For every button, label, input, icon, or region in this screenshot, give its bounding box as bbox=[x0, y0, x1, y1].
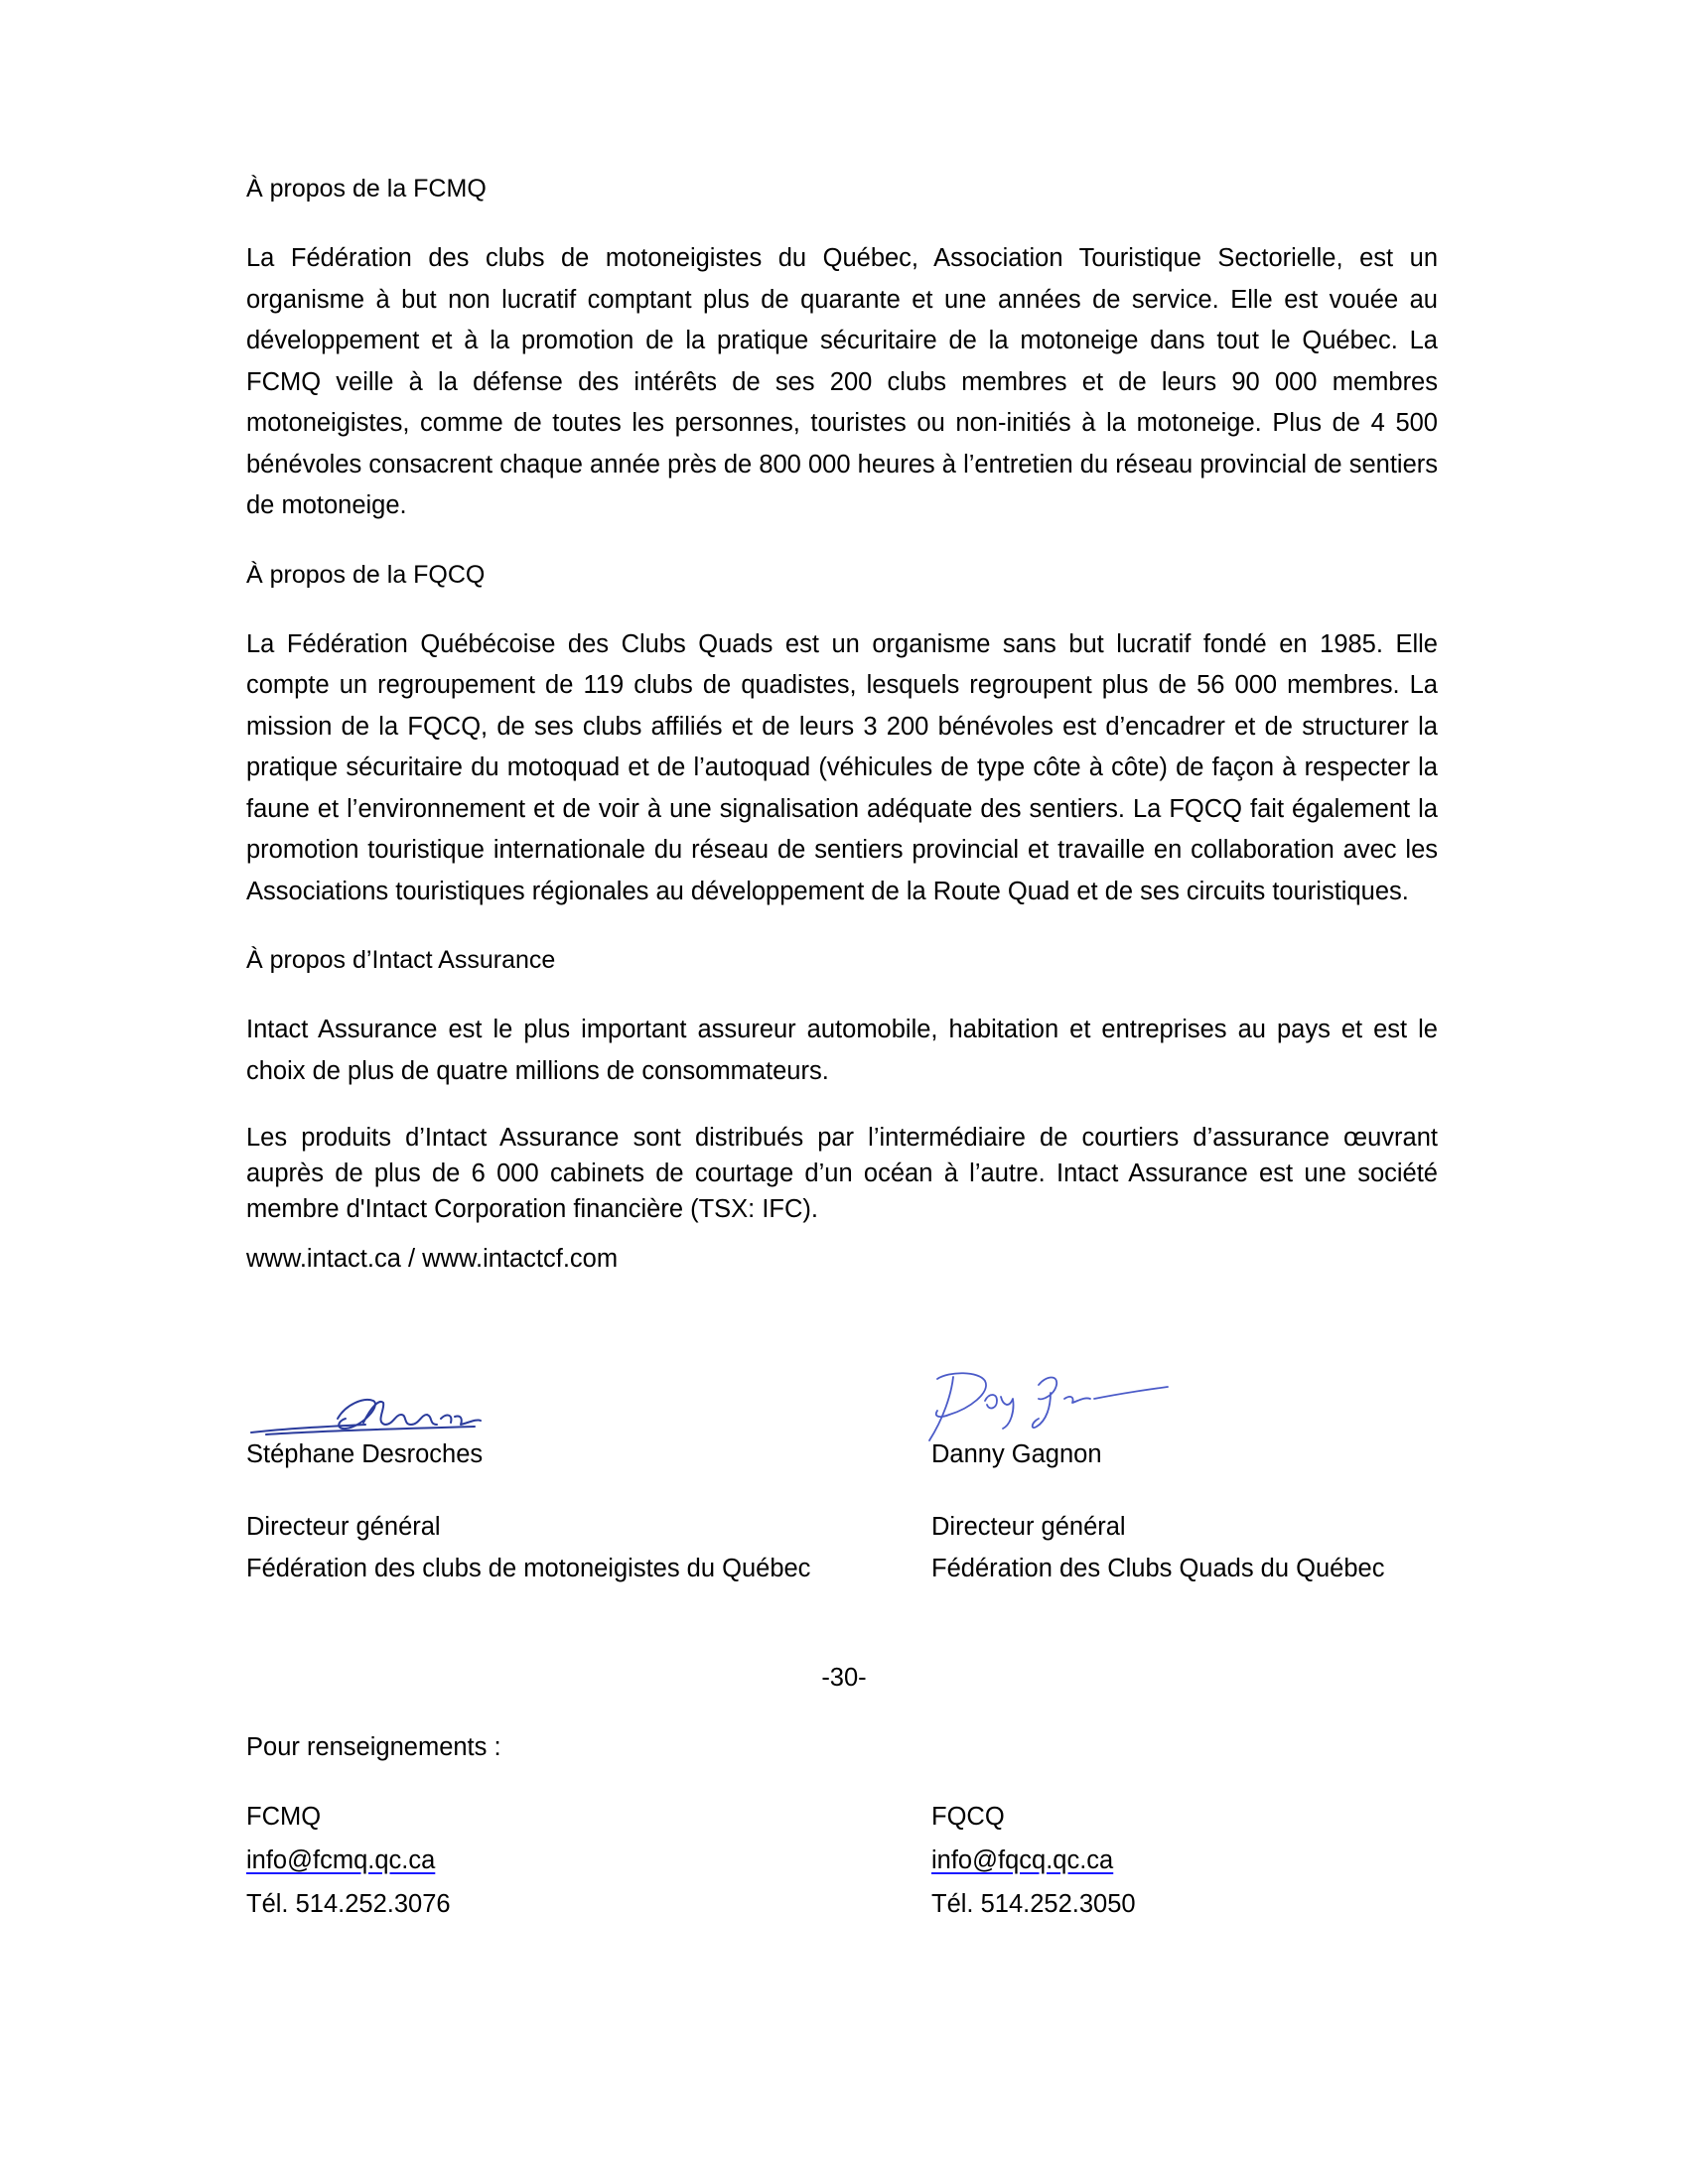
fqcq-paragraph: La Fédération Québécoise des Clubs Quads est un organisme sans but lucratif fondé en 1985. Elle compte un regroupement de 119 clubs de quadistes, lesquels regroupent plus de 56 000 membres. La mission de la FQCQ, de ses clubs affiliés et de leurs 3 200 bénévoles est d’encadrer et de structurer la pratique sécuritaire du motoquad et de l’autoquad (véhicules de type côte à côte) de façon à respecter la faune et l’environnement et de voir à une signalisation adéquate des sentiers. La FQCQ fait également la promotion touristique internationale du réseau de sentiers provincial et travaille en collaboration avec les Associations touristiques régionales au développement de la Route Quad et de ses circuits touristiques. bbox=[246, 629, 1438, 905]
contact-phone-left: Tél. 514.252.3076 bbox=[246, 1890, 451, 1918]
intact-urls: www.intact.ca / www.intactcf.com bbox=[246, 1245, 619, 1273]
contact-phone-right: Tél. 514.252.3050 bbox=[931, 1890, 1136, 1918]
handwritten-signature-gagnon bbox=[919, 1365, 1197, 1444]
intact-paragraph-1: Intact Assurance est le plus important assureur automobile, habitation et entreprises au pays et est le choix de plus de quatre millions de consommateurs. bbox=[246, 1016, 1438, 1085]
signatory-organization-left: Fédération des clubs de motoneigistes du Québec bbox=[246, 1555, 811, 1582]
signature-left bbox=[246, 1385, 811, 1603]
fqcq-email-link[interactable]: info@fqcq.qc.ca bbox=[931, 1846, 1114, 1874]
contact-label: Pour renseignements : bbox=[246, 1733, 501, 1761]
signatory-name-left: Stéphane Desroches bbox=[246, 1440, 484, 1468]
signature-block bbox=[246, 1385, 1438, 1603]
about-sections bbox=[246, 169, 1438, 1279]
signatory-organization-right: Fédération des Clubs Quads du Québec bbox=[931, 1555, 1385, 1582]
intact-paragraph-2: Les produits d’Intact Assurance sont distribués par l’intermédiaire de courtiers d’assurance œuvrant auprès de plus de 6 000 cabinets de courtage d’un océan à l’autre. Intact Assurance est une société membre d'Intact Corporation financière (TSX: IFC). bbox=[246, 1124, 1438, 1223]
signatory-name-right: Danny Gagnon bbox=[931, 1440, 1102, 1468]
end-marker: -30- bbox=[821, 1664, 867, 1692]
contact-fqcq bbox=[931, 1795, 1428, 1926]
contact-fcmq bbox=[246, 1795, 743, 1926]
contact-email-row-left bbox=[246, 1839, 743, 1882]
fqcq-heading: À propos de la FQCQ bbox=[246, 560, 486, 589]
signatory-title-left: Directeur général bbox=[246, 1513, 441, 1541]
fcmq-paragraph: La Fédération des clubs de motoneigistes du Québec, Association Touristique Sectorielle, est un organisme à but non lucratif comptant plus de quarante et une années de service. Elle est vouée au développement et à la promotion de la pratique sécuritaire de la motoneige dans tout le Québec. La FCMQ veille à la défense des intérêts de ses 200 clubs membres et de leurs 90 000 membres motoneigistes, comme de toutes les personnes, touristes ou non-initiés à la motoneige. Plus de 4 500 bénévoles consacrent chaque année près de 800 000 heures à l’entretien du réseau provincial de sentiers de motoneige. bbox=[246, 244, 1438, 519]
signatory-title-right: Directeur général bbox=[931, 1513, 1126, 1541]
fcmq-email-link[interactable]: info@fcmq.qc.ca bbox=[246, 1846, 436, 1874]
contact-org-left: FCMQ bbox=[246, 1803, 322, 1831]
fcmq-heading: À propos de la FCMQ bbox=[246, 175, 487, 203]
contact-email-row-right bbox=[931, 1839, 1428, 1882]
intact-heading: À propos d’Intact Assurance bbox=[246, 946, 556, 974]
contact-org-right: FQCQ bbox=[931, 1803, 1005, 1831]
signature-right bbox=[931, 1385, 1487, 1603]
